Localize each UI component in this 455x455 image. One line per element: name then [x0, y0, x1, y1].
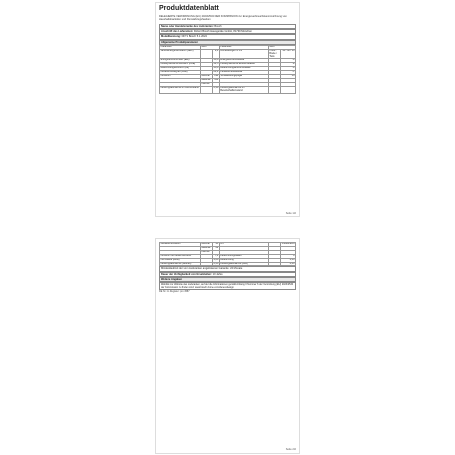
param-value: 32,5: [213, 62, 219, 66]
param-value: 62: [213, 246, 220, 250]
param-value: 7,4: [213, 254, 220, 258]
param-value: Freistehend: [281, 242, 295, 245]
header-value: Wert: [200, 45, 219, 49]
param-unit: [200, 49, 212, 59]
param-name: Beleuchtungseffizienz (LE): [160, 67, 201, 71]
param-name: Art: [219, 243, 268, 247]
param-value: 0: [281, 254, 296, 258]
param-name: Luftstrom bei bester Effizienz: [160, 254, 201, 258]
supplier-name-row: Name oder Handelsmarke des Lieferanten: Bosch: [159, 24, 296, 29]
table-row: [160, 262, 296, 266]
param-name: Geräuschemission: [160, 243, 201, 247]
header-parameter: Parameter: [219, 45, 268, 49]
param-value: 56: [281, 75, 296, 79]
param-unit: Maximal: [200, 246, 212, 250]
param-value: 43 / 60 / 30: [281, 49, 296, 59]
param-name: Jahresenergieverbrauch (AEC): [160, 49, 201, 59]
table-row: [160, 86, 296, 93]
param-name: Energieeffizienzklasse: [219, 59, 268, 63]
param-name: Leistungsaufnahme im Bereitschaftszustand: [219, 86, 268, 93]
param-value: B: [281, 63, 296, 67]
param-unit: Höhe / Breite / Tiefe: [268, 49, 280, 59]
param-value: 28,0: [213, 66, 219, 70]
param-name: Luftstrom: [160, 75, 201, 79]
param-name: Beleuchtung: [219, 258, 268, 262]
param-value: 39,8: [213, 58, 219, 62]
param-unit: [200, 262, 212, 266]
model-id-row: Modellkennung: DFT1 Bosch 5.1.2024: [159, 34, 296, 39]
param-name: Beleuchtungseffizienzklasse: [219, 67, 268, 71]
param-value: A: [281, 67, 296, 71]
param-unit: Intensiv: [200, 250, 212, 254]
param-name: Fettabscheidegrad (GFE): [160, 71, 201, 75]
param-name: Schallleistungspegel: [219, 75, 268, 79]
param-name: Leistungsaufnahme (Betrieb): [160, 262, 201, 266]
params-table-continued: [159, 242, 296, 266]
page-title: Produktdatenblatt: [159, 5, 219, 12]
param-name: Leistungsaufnahme im Aus-Zustand: [160, 86, 201, 93]
param-unit: [200, 86, 212, 93]
param-value: 0,00: [281, 258, 296, 262]
param-value: 350: [214, 78, 219, 81]
datasheet-page-1: [155, 2, 300, 217]
param-unit: Maximal: [200, 78, 212, 82]
param-name: Energieeffizienzindex (EEI): [160, 59, 201, 63]
section-additional-info: Weitere Angaben: [159, 277, 296, 282]
param-value: 82,2: [213, 70, 219, 74]
param-unit: Minimal: [200, 75, 212, 79]
page-number: Seite 1/2: [285, 212, 296, 215]
param-name: Fettabscheideklasse: [219, 71, 268, 75]
param-value: 190: [214, 74, 219, 78]
param-name: Fluiddynamische Effizienz (FDE): [160, 63, 201, 67]
param-unit: Minimal: [200, 243, 212, 247]
param-name: Lichtstärke (Mitte): [160, 258, 201, 262]
warranty-row: Mindestlaufzeit der vom Lieferanten angebotenen Garantie: 24 Monate: [159, 266, 296, 271]
table-row: [160, 49, 296, 59]
section-general-params: Allgemeine Produktparameter: [159, 40, 296, 45]
param-value: [281, 86, 296, 93]
param-name: Zeiterhöhungsfaktor: [219, 254, 268, 258]
supplier-address-row: Anschrift des Lieferanten: Robert Bosch Hausgeräte GmbH, 81739 München: [159, 29, 296, 34]
param-value: 8,6: [213, 49, 220, 59]
param-name: Leistungsaufnahme (Aus): [219, 262, 268, 266]
supplier-info: [159, 24, 296, 94]
regulation-intro: DELEGIERTE VERORDNUNG (EU) 2023/2534 DER KOMMISSION zur Energieverbrauchskennzeichnung von Haushaltsbackofen und Dunstabzugshauben: [159, 15, 287, 22]
param-unit: [268, 86, 280, 93]
param-value: 45: [213, 243, 220, 247]
param-unit: [268, 262, 280, 266]
datasheet-page-2: [155, 238, 300, 454]
param-unit: Intensiv: [200, 82, 212, 86]
param-value: A: [281, 59, 296, 63]
additional-info-text: Weblink zur Website des Lieferanten, auf der die Informationen gemäß Anhang II Nummer 6 der Verordnung (EU) 2023/2534 der Kommission zu finden sind: www.bosch-home.com/de/ecodesign: [159, 282, 296, 290]
page2-content: [159, 242, 296, 293]
register-footer: DE Nr. im Register: pro 4587: [159, 290, 190, 294]
param-value: C: [281, 71, 296, 75]
param-name: Fluiddynamische Effizienzklasse: [219, 63, 268, 67]
param-value: 0,49: [213, 86, 220, 93]
spare-parts-row: Dauer der Verfügbarkeit von Ersatzteilen: 10 Jahre: [159, 272, 296, 277]
header-value: Wert: [268, 45, 295, 49]
param-value: 0,30: [213, 262, 219, 265]
params-table: [159, 45, 296, 94]
page-number: Seite 2/2: [285, 448, 296, 451]
header-parameter: Parameter: [160, 45, 201, 49]
param-value: 2,00: [213, 258, 219, 261]
param-name: Abmessungen in cm: [219, 49, 268, 59]
param-value: 0,00: [281, 262, 296, 266]
